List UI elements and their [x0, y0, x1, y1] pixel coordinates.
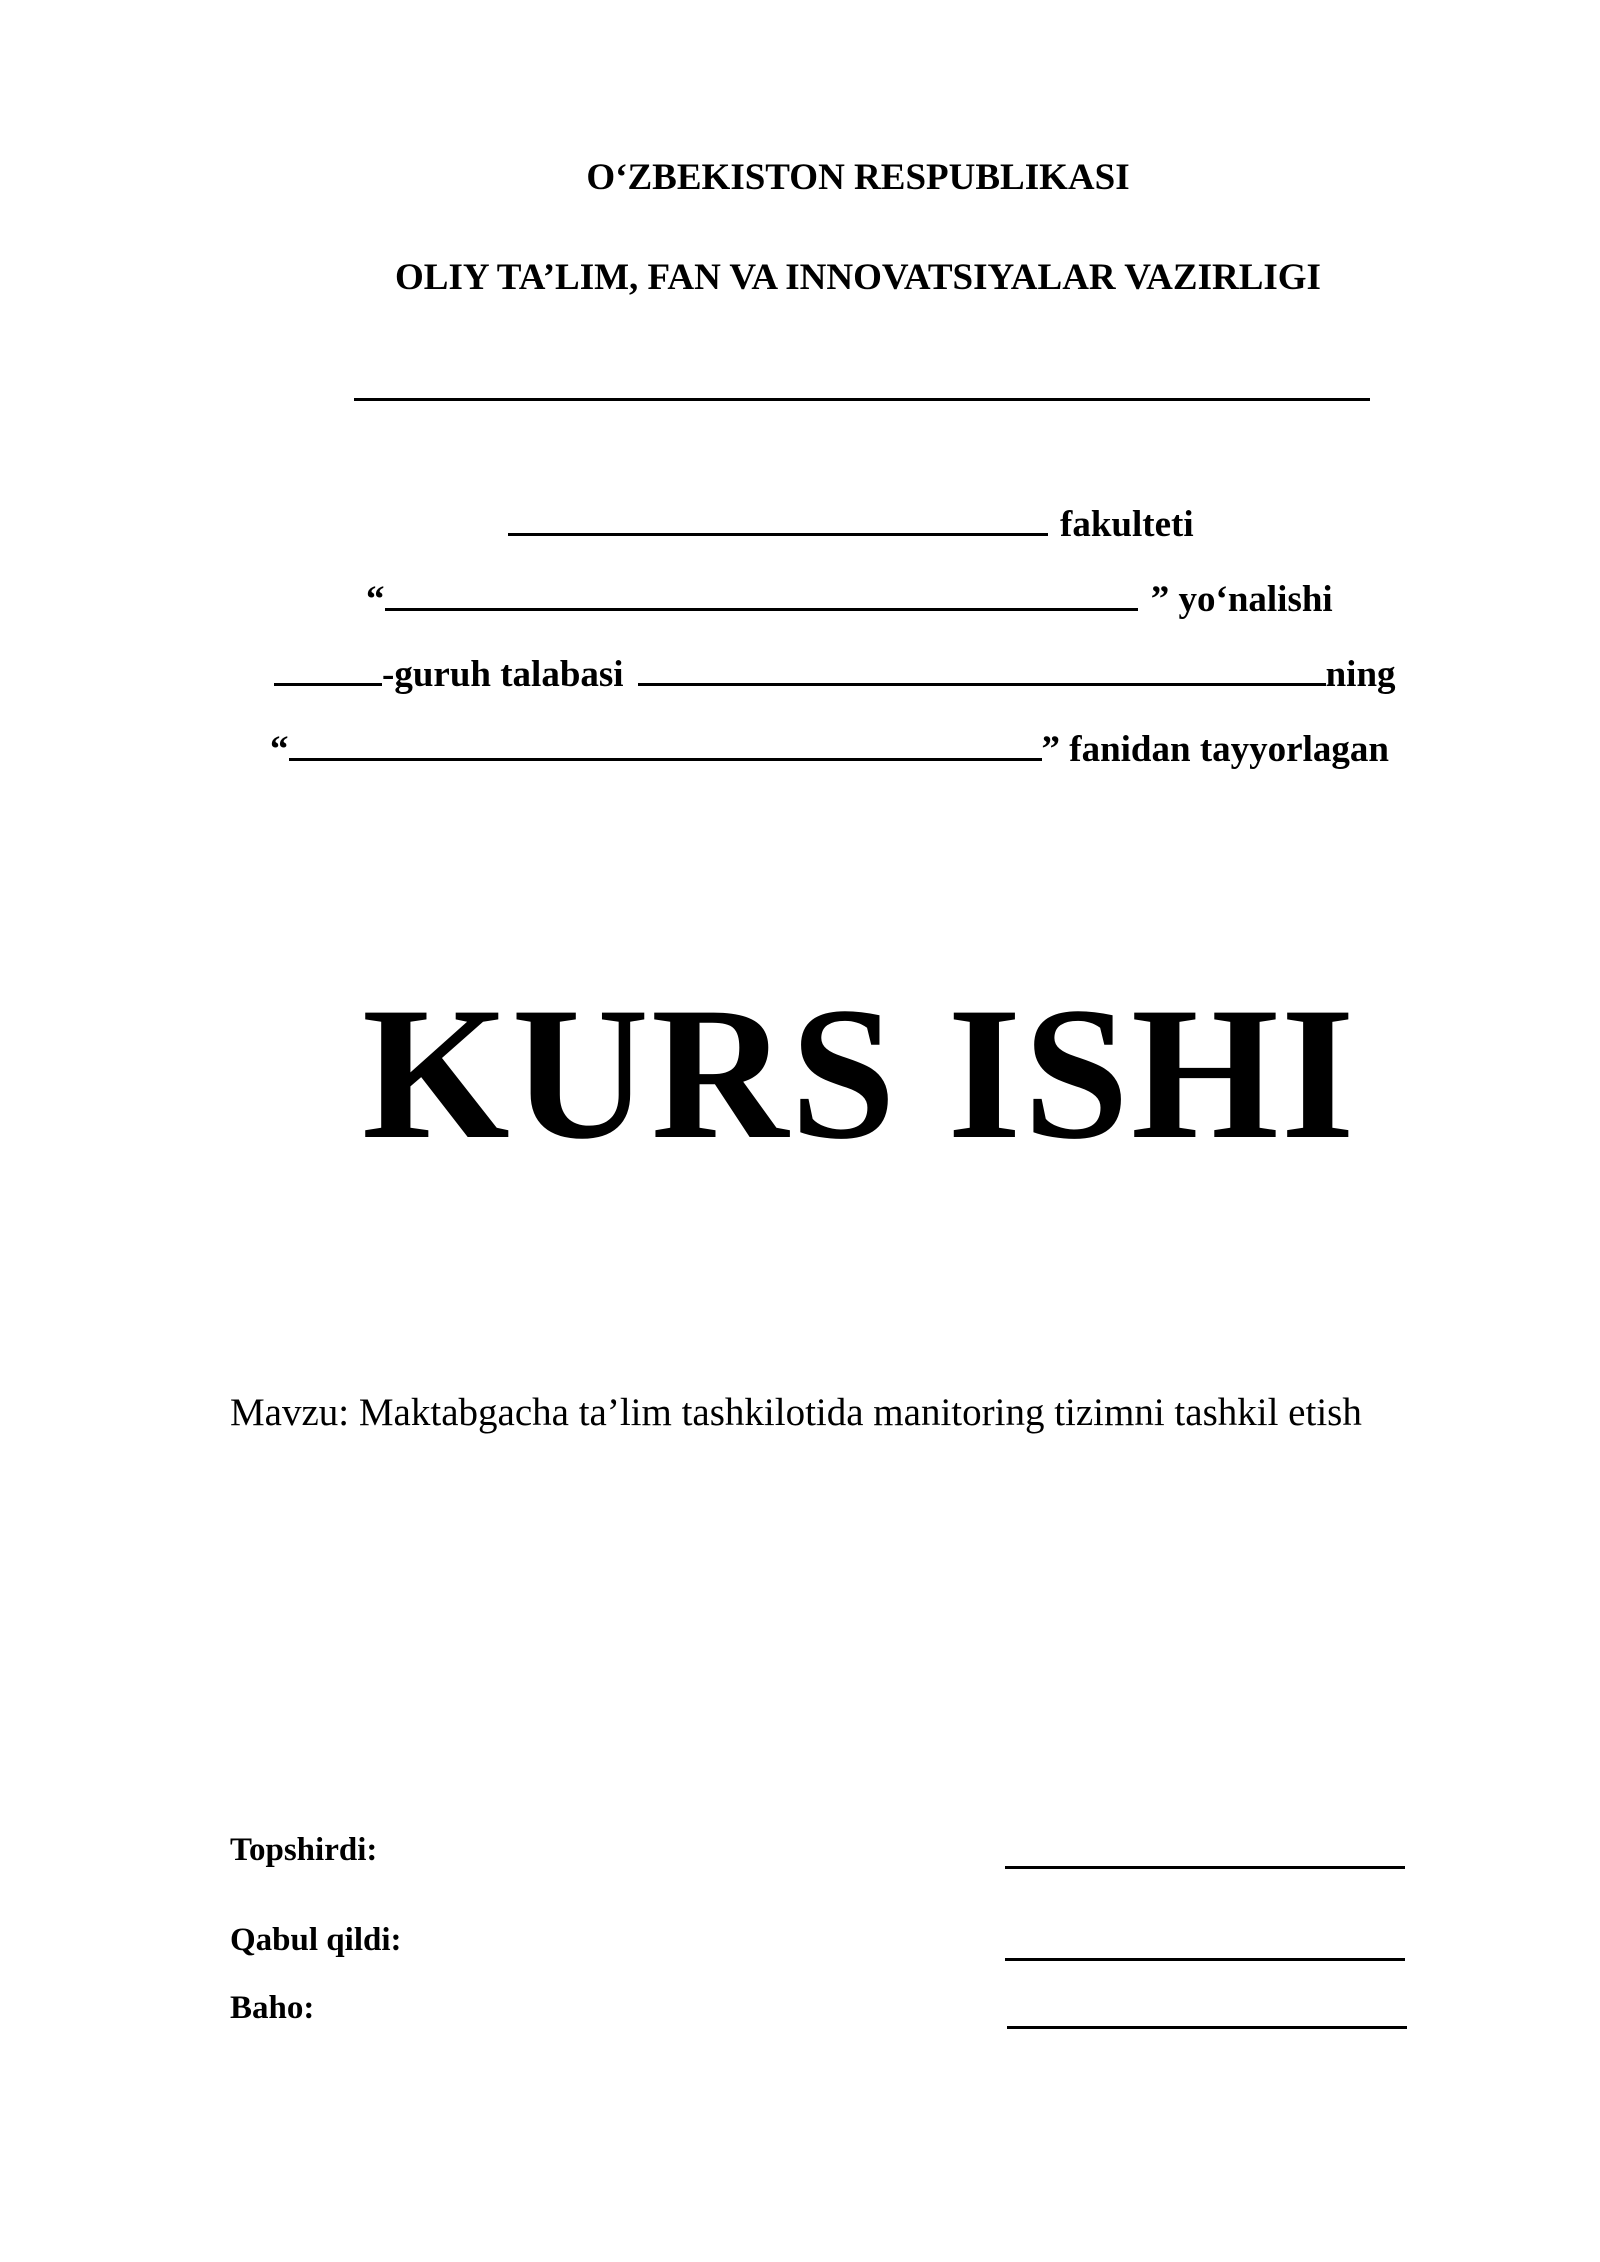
direction-label: ” yo‘nalishi [1141, 579, 1333, 620]
subject-blank[interactable] [289, 728, 1042, 761]
subject-open-quote: “ [270, 729, 289, 770]
grade-blank[interactable] [1007, 2026, 1407, 2029]
document-title: KURS ISHI [362, 969, 1357, 1179]
submitted-label: Topshirdi: [230, 1832, 378, 1868]
subject-row [270, 728, 1389, 771]
direction-blank[interactable] [385, 578, 1138, 611]
student-suffix: ning [1325, 654, 1396, 695]
student-name-blank[interactable] [638, 653, 1326, 686]
accepted-signature-blank[interactable] [1005, 1958, 1405, 1961]
university-name-blank[interactable] [354, 398, 1370, 401]
country-heading: O‘ZBEKISTON RESPUBLIKASI [586, 157, 1130, 198]
submitted-signature-blank[interactable] [1005, 1866, 1405, 1869]
faculty-row [508, 503, 1194, 546]
faculty-blank[interactable] [508, 503, 1048, 536]
student-row [274, 653, 1396, 696]
direction-row [366, 578, 1333, 621]
faculty-label: fakulteti [1060, 504, 1194, 545]
direction-open-quote: “ [366, 579, 385, 620]
group-label: -guruh talabasi [382, 654, 624, 695]
grade-label: Baho: [230, 1990, 315, 2026]
group-number-blank[interactable] [274, 653, 382, 686]
topic-line: Mavzu: Maktabgacha ta’lim tashkilotida manitoring tizimni tashkil etish [230, 1391, 1362, 1434]
accepted-label: Qabul qildi: [230, 1922, 402, 1958]
subject-label: ” fanidan tayyorlagan [1041, 729, 1389, 770]
ministry-heading: OLIY TA’LIM, FAN VA INNOVATSIYALAR VAZIRLIGI [395, 257, 1321, 298]
